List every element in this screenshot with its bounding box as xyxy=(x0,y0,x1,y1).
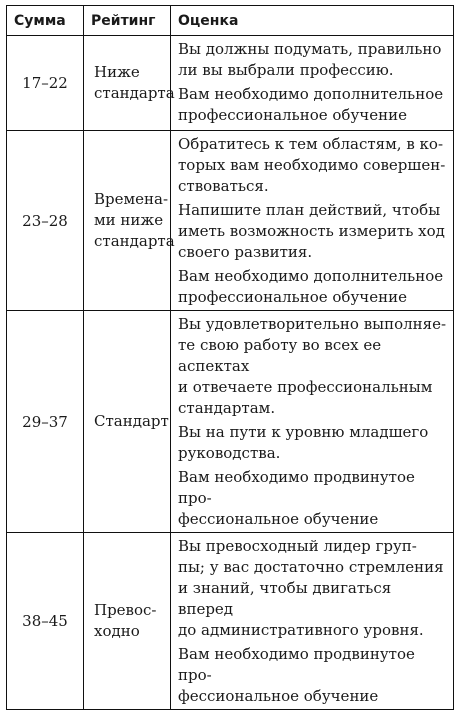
table-row xyxy=(7,311,454,533)
rating-cell xyxy=(84,533,171,710)
table-row xyxy=(7,36,454,131)
rating-cell xyxy=(84,311,171,533)
sum-cell: 29–37 xyxy=(7,311,84,533)
assessment-paragraph: Напишите план действий, чтобы иметь возможность измерить ход своего развития. xyxy=(178,201,445,261)
rating-text: Времена- ми ниже стандарта xyxy=(94,190,175,250)
header-row xyxy=(7,6,454,36)
assessment-cell xyxy=(171,36,454,131)
sum-cell: 17–22 xyxy=(7,36,84,131)
assessment-cell xyxy=(171,131,454,311)
header-sum: Сумма xyxy=(7,6,84,36)
assessment-paragraph: Вы на пути к уровню младшего руководства. xyxy=(178,423,429,462)
assessment-paragraph: Вы удовлетворительно выполняе- те свою работу во всех ее аспектах и отвечаете профессиональным стандартам. xyxy=(178,315,447,417)
rating-text: Превос- ходно xyxy=(94,601,157,640)
assessment-paragraph: Вам необходимо продвинутое про- фессиональное обучение xyxy=(178,645,415,705)
assessment-paragraph: Вы должны подумать, правильно ли вы выбрали профессию. xyxy=(178,40,442,79)
rating-cell xyxy=(84,36,175,131)
header-assessment: Оценка xyxy=(171,6,454,36)
assessment-cell xyxy=(171,533,454,710)
rating-text: Стандарт xyxy=(94,412,169,430)
rating-cell xyxy=(84,131,175,311)
assessment-paragraph: Вам необходимо дополнительное профессиональное обучение xyxy=(178,85,444,124)
score-rating-table xyxy=(6,5,454,710)
assessment-paragraph: Обратитесь к тем областям, в ко- торых вам необходимо совершен- ствоваться. xyxy=(178,135,446,195)
assessment-paragraph: Вам необходимо дополнительное профессиональное обучение xyxy=(178,267,444,306)
sum-cell: 38–45 xyxy=(7,533,84,710)
table-row xyxy=(7,131,454,311)
table-row xyxy=(7,533,454,710)
assessment-paragraph: Вам необходимо продвинутое про- фессиональное обучение xyxy=(178,468,415,528)
header-rating: Рейтинг xyxy=(84,6,171,36)
assessment-cell xyxy=(171,311,454,533)
sum-cell: 23–28 xyxy=(7,131,84,311)
rating-text: Ниже стандарта xyxy=(94,63,175,102)
assessment-paragraph: Вы превосходный лидер груп- пы; у вас достаточно стремления и знаний, чтобы двигаться вперед до административного уровня. xyxy=(178,537,444,639)
table-header xyxy=(7,6,454,36)
